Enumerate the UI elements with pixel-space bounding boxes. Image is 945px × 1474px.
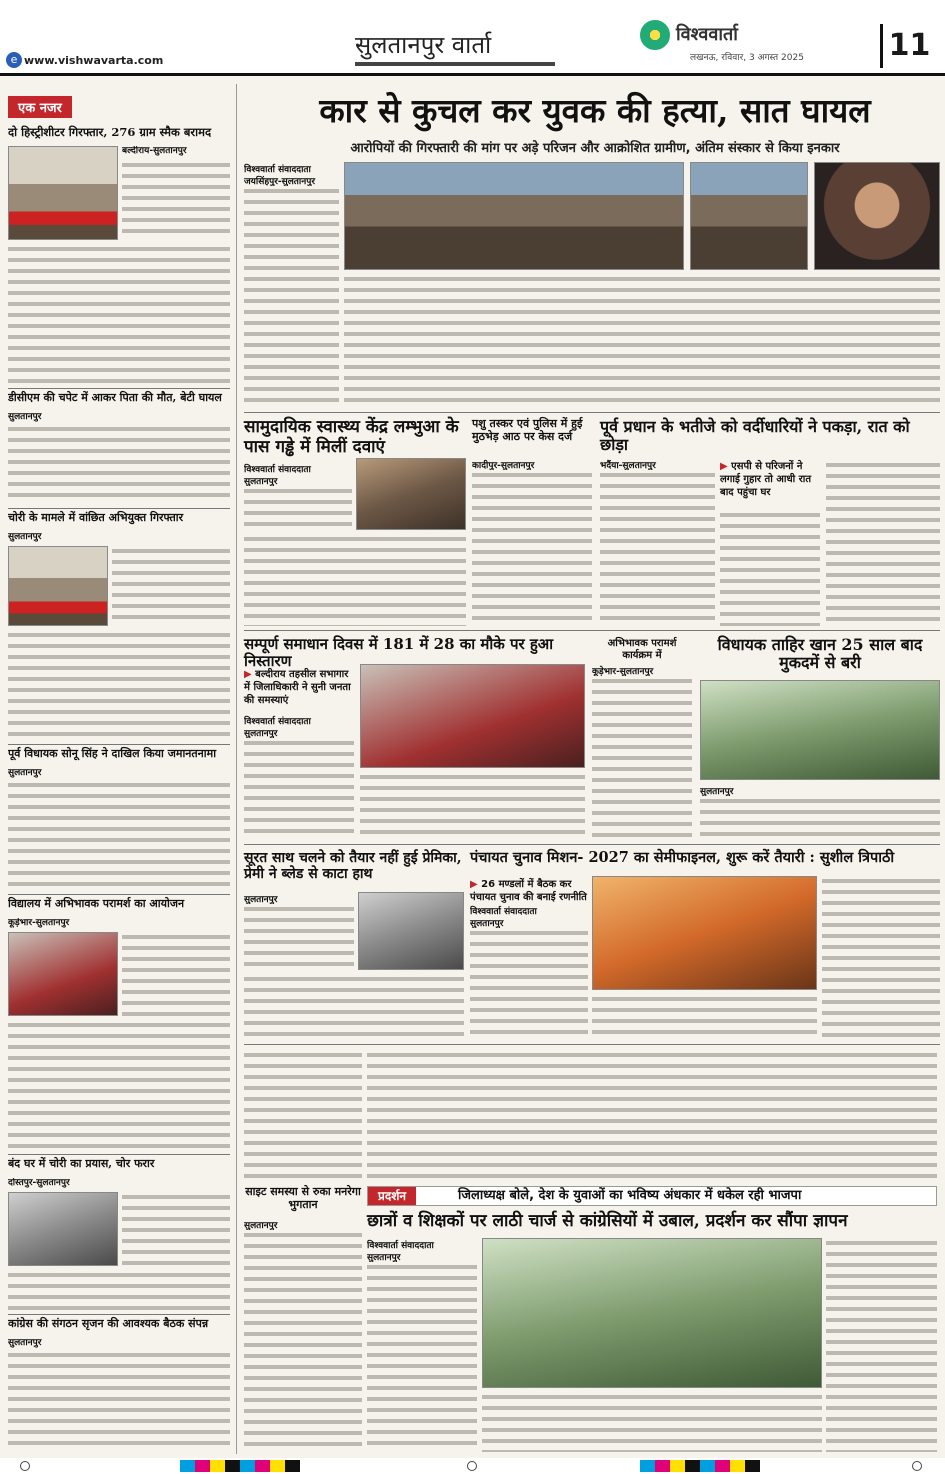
story-dateline: सुलतानपुर — [244, 729, 278, 738]
story-byline: विश्ववार्ता संवाददाता — [367, 1241, 434, 1250]
text-lines — [8, 1350, 230, 1450]
rule — [8, 1154, 230, 1155]
story-byline: विश्ववार्ता संवाददाता — [470, 907, 537, 916]
protest-tag: प्रदर्शन — [368, 1187, 416, 1205]
story-byline: सुलतानपुर — [8, 412, 42, 422]
text-lines — [244, 486, 352, 526]
text-lines — [344, 274, 940, 406]
rule — [244, 412, 940, 413]
story-headline: विद्यालय में अभिभावक परामर्श का आयोजन — [8, 897, 185, 910]
protest-banner-text: जिलाध्यक्ष बोले, देश के युवाओं का भविष्य अंधकार में धकेल रही भाजपा — [458, 1188, 802, 1203]
tahir-photo — [700, 680, 940, 780]
story-headline: साइट समस्या से रुका मनरेगा भुगतान — [245, 1185, 361, 1211]
rule — [244, 630, 940, 631]
story-dateline: सुलतानपुर — [470, 919, 504, 928]
lead-headline: कार से कुचल कर युवक की हत्या, सात घायल — [319, 91, 871, 130]
police-photo — [8, 546, 108, 626]
story-headline: सामुदायिक स्वास्थ्य केंद्र लम्भुआ के पास गड्ढे में मिलीं दवाएं — [244, 417, 459, 457]
text-lines — [244, 1050, 362, 1182]
text-lines — [244, 1230, 362, 1452]
text-lines — [367, 1262, 477, 1452]
story-headline: डीसीएम की चपेट में आकर पिता की मौत, बेटी घायल — [8, 391, 222, 404]
section-title: सुलतानपुर वार्ता — [355, 31, 492, 59]
text-lines — [112, 546, 230, 626]
text-lines — [720, 510, 820, 626]
story-headline: दो हिस्ट्रीशीटर गिरफ्तार, 276 ग्राम स्मैक बरामद — [8, 125, 212, 139]
text-lines — [244, 904, 354, 970]
story-headline: पशु तस्कर एवं पुलिस में हुई मुठभेड़ आठ पर केस दर्ज — [472, 417, 583, 443]
story-byline: कादीपुर-सुलतानपुर — [472, 461, 535, 470]
story-byline: सुलतानपुर — [700, 787, 734, 796]
text-lines — [244, 534, 466, 626]
samadhan-photo — [360, 664, 585, 768]
text-lines — [482, 1392, 822, 1452]
story-headline: पंचायत चुनाव मिशन- 2027 का सेमीफाइनल, शुरू करें तैयारी : सुशील त्रिपाठी — [470, 849, 895, 866]
registration-mark-icon — [20, 1461, 30, 1471]
text-lines — [700, 796, 940, 838]
text-lines — [122, 160, 230, 240]
column-rule — [236, 84, 237, 1454]
victim-portrait — [814, 162, 940, 270]
protest-banner — [367, 1186, 937, 1206]
rule — [8, 508, 230, 509]
text-lines — [8, 1020, 230, 1150]
pull-quote: ▶ 26 मण्डलों में बैठक कर पंचायत चुनाव की बनाई रणनीति — [470, 878, 588, 904]
story-headline: छात्रों व शिक्षकों पर लाठी चार्ज से कांग्रेसियों में उबाल, प्रदर्शन कर सौंपा ज्ञापन — [367, 1211, 848, 1231]
section-title-underline — [355, 62, 555, 66]
story-byline: कूड़ेभार-सुलतानपुर — [592, 667, 654, 676]
dateline: लखनऊ, रविवार, 3 अगस्त 2025 — [690, 53, 804, 63]
text-lines — [360, 772, 585, 838]
text-lines — [244, 974, 464, 1038]
story-byline: सुलतानपुर — [8, 768, 42, 778]
text-lines — [600, 470, 715, 626]
text-lines — [8, 244, 230, 384]
brand-logo-icon — [640, 20, 670, 50]
text-lines — [472, 470, 592, 626]
story-headline: सम्पूर्ण समाधान दिवस में 181 में 28 का मौके पर हुआ निस्तारण — [244, 635, 554, 671]
story-byline: दोस्तपुर-सुलतानपुर — [8, 1178, 70, 1188]
story-byline: सुलतानपुर — [8, 532, 42, 542]
masthead — [0, 0, 945, 76]
story-byline: सुलतानपुर — [244, 1221, 278, 1230]
text-lines — [822, 876, 940, 1038]
rule — [244, 1044, 940, 1045]
story-headline: चोरी के मामले में वांछित अभियुक्त गिरफ्तार — [8, 511, 184, 524]
website-text: www.vishwavarta.com — [24, 54, 164, 67]
bjp-meeting-photo — [592, 876, 817, 990]
medicine-photo — [356, 458, 466, 530]
print-footer — [0, 1458, 945, 1474]
text-lines — [122, 1192, 230, 1266]
story-byline: भदैंया-सुलतानपुर — [600, 461, 656, 470]
text-lines — [8, 424, 230, 504]
text-lines — [592, 676, 692, 838]
theft-photo — [8, 1192, 118, 1266]
text-lines — [470, 928, 588, 1038]
page-number: 11 — [880, 24, 936, 68]
left-column — [8, 122, 230, 1452]
text-lines — [8, 780, 230, 890]
story-headline: पूर्व प्रधान के भतीजे को वर्दीधारियों ने पकड़ा, रात को छोड़ा — [600, 417, 910, 455]
rule — [8, 894, 230, 895]
registration-mark-icon — [467, 1461, 477, 1471]
story-headline: पूर्व विधायक सोनू सिंह ने दाखिल किया जमानतनामा — [8, 747, 217, 760]
story-headline: अभिभावक परामर्श कार्यक्रम में — [607, 638, 677, 661]
registration-mark-icon — [912, 1461, 922, 1471]
story-headline: कांग्रेस की संगठन सृजन की आवश्यक बैठक संपन्न — [8, 1317, 209, 1330]
text-lines — [592, 994, 817, 1038]
text-lines — [8, 1270, 230, 1310]
lead-byline: विश्ववार्ता संवाददाता — [244, 165, 311, 174]
story-headline: विधायक ताहिर खान 25 साल बाद मुकदमें से बरी — [717, 635, 923, 673]
rule — [8, 388, 230, 389]
story-byline: सुलतानपुर — [244, 895, 278, 904]
text-lines — [244, 186, 339, 406]
protest-photo — [482, 1238, 822, 1388]
text-lines — [8, 630, 230, 740]
pull-quote: ▶ एसपी से परिजनों ने लगाई गुहार तो आधी रात बाद पहुंचा घर — [720, 460, 820, 499]
lead-dateline: जयसिंहपुर-सुलतानपुर — [244, 177, 316, 186]
text-lines — [244, 738, 354, 838]
website-link[interactable] — [6, 54, 163, 67]
story-dateline: सुलतानपुर — [367, 1253, 401, 1262]
arrest-photo — [8, 146, 118, 240]
hospital-photo — [358, 892, 464, 970]
text-lines — [367, 1050, 937, 1182]
rule — [8, 1314, 230, 1315]
color-bar — [180, 1460, 300, 1472]
story-byline: सुलतानपुर — [8, 1338, 42, 1348]
lead-subheadline: आरोपियों की गिरफ्तारी की मांग पर अड़े परिजन और आक्रोशित ग्रामीण, अंतिम संस्कार से किया इनकार — [350, 141, 840, 156]
school-photo — [8, 932, 118, 1016]
color-bar — [640, 1460, 760, 1472]
protest-photo — [690, 162, 808, 270]
rule — [244, 844, 940, 845]
story-headline: सूरत साथ चलने को तैयार नहीं हुई प्रेमिका, प्रेमी ने ब्लेड से काटा हाथ — [244, 850, 462, 883]
brand-name: विश्ववार्ता — [676, 24, 738, 45]
story-byline: विश्ववार्ता संवाददाता — [244, 465, 311, 474]
ek-nazar-tag: एक नजर — [8, 96, 72, 118]
story-byline: कूड़ेभार-सुलतानपुर — [8, 918, 70, 928]
text-lines — [826, 1238, 937, 1452]
story-byline: विश्ववार्ता संवाददाता — [244, 717, 311, 726]
story-body: बल्दीराय-सुलतानपुर — [122, 146, 187, 156]
rule — [8, 744, 230, 745]
web-globe-icon: e — [6, 52, 22, 68]
text-lines — [826, 460, 940, 626]
crowd-photo — [344, 162, 684, 270]
text-lines — [122, 932, 230, 1016]
story-dateline: सुलतानपुर — [244, 477, 278, 486]
pull-quote: ▶ बल्दीराय तहसील सभागार में जिलाधिकारी ने सुनी जनता की समस्याएं — [244, 668, 354, 707]
story-headline: बंद घर में चोरी का प्रयास, चोर फरार — [8, 1157, 155, 1170]
